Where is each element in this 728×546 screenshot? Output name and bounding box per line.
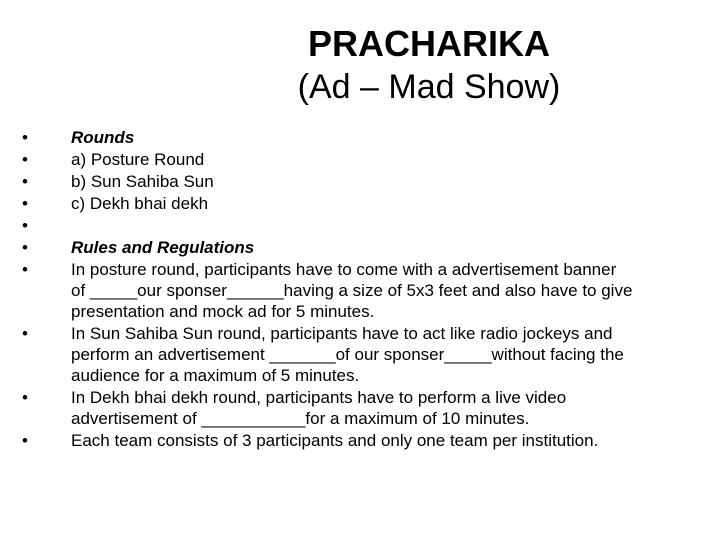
bullet-icon: • [22,194,28,213]
bullet-text-line: of _____our sponser______having a size of 5x3 feet and also have to give [71,281,633,300]
bullet-icon: • [22,388,28,407]
bullet-icon: • [22,150,28,169]
bullet-icon: • [22,128,28,147]
bullet-item [22,323,702,386]
bullet-icon: • [22,260,28,279]
bullet-item [22,149,702,170]
slide-subtitle: (Ad – Mad Show) [297,68,561,106]
bullet-text: Rounds [71,128,135,147]
bullet-icon: • [22,238,28,257]
bullet-text-line: presentation and mock ad for 5 minutes. [71,302,375,321]
bullet-item [22,237,702,258]
bullet-text-line: In Dekh bhai dekh round, participants have to perform a live video [71,388,567,407]
bullet-text: Rules and Regulations [71,238,255,257]
bullet-item-empty [22,215,702,236]
bullet-icon: • [22,172,28,191]
bullet-item [22,127,702,148]
bullet-text: b) Sun Sahiba Sun [71,172,214,191]
bullet-item [22,193,702,214]
title-block [0,22,728,108]
bullet-list [22,127,702,452]
bullet-icon: • [22,431,28,450]
bullet-text-line: In Sun Sahiba Sun round, participants have to act like radio jockeys and [71,324,613,343]
bullet-text-line: advertisement of ___________for a maximum of 10 minutes. [71,409,530,428]
bullet-text: a) Posture Round [71,150,205,169]
bullet-text-line: perform an advertisement _______of our sponser_____without facing the [71,345,624,364]
bullet-item [22,259,702,322]
bullet-item [22,430,702,451]
bullet-text: c) Dekh bhai dekh [71,194,209,213]
bullet-icon: • [22,216,28,235]
bullet-item [22,387,702,429]
bullet-text-line: Each team consists of 3 participants and only one team per institution. [71,431,599,450]
bullet-text-line: audience for a maximum of 5 minutes. [71,366,360,385]
bullet-item [22,171,702,192]
slide-title: PRACHARIKA [308,23,550,64]
bullet-icon: • [22,324,28,343]
bullet-text-line: In posture round, participants have to come with a advertisement banner [71,260,617,279]
